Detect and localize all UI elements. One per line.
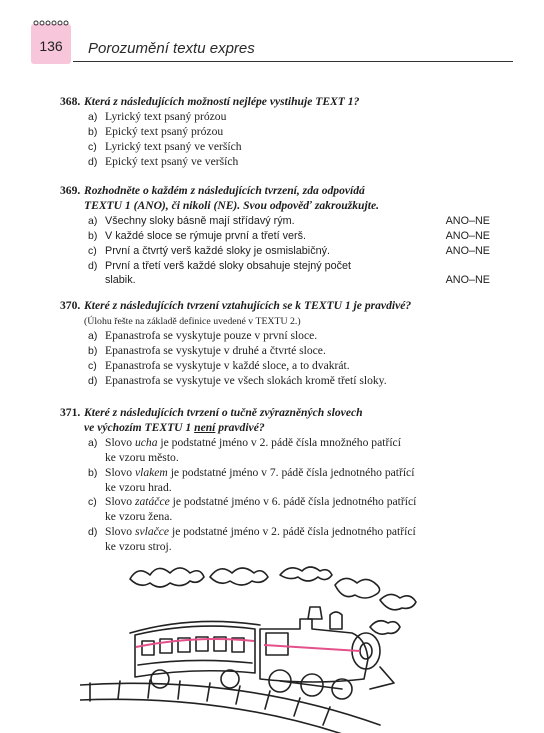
option-a: a) Slovo ucha je podstatné jméno v 2. pádě čísla množného patřící ke vzoru město. xyxy=(88,435,401,464)
question-stem-line-2: TEXTU 1 (ANO), či nikoli (NE). Svou odpověď zakroužkujte. xyxy=(84,198,379,212)
question-number: 370. xyxy=(60,299,81,312)
highlighted-word: svlačce xyxy=(134,525,170,539)
option-c: c) První a čtvrtý verš každé sloky je osmislabičný. ANO–NE xyxy=(88,244,490,257)
question-370 xyxy=(60,299,504,389)
option-a: a) Všechny sloky básně mají střídavý rým. ANO–NE xyxy=(88,214,490,227)
page-number-tab xyxy=(31,24,71,64)
answer-choice[interactable]: ANO–NE xyxy=(445,229,490,242)
answer-choice[interactable]: ANO–NE xyxy=(445,274,490,287)
question-stem-line-1: Rozhodněte o každém z následujících tvrzení, zda odpovídá xyxy=(84,184,365,197)
notebook-rings-icon xyxy=(31,20,71,26)
emphasis-not: není xyxy=(194,420,216,434)
option-d: d) Epický text psaný ve verších xyxy=(88,154,239,168)
answer-choice[interactable]: ANO–NE xyxy=(445,244,490,257)
question-stem-line-1: Které z následujících tvrzení o tučně zvýrazněných slovech xyxy=(84,406,363,419)
option-a: a) Epanastrofa se vyskytuje pouze v první sloce. xyxy=(88,328,318,342)
question-stem: Která z následujících možností nejlépe vystihuje TEXT 1? xyxy=(84,95,360,108)
highlighted-word: vlakem xyxy=(134,465,168,479)
option-c: c) Epanastrofa se vyskytuje v každé sloce, a to dvakrát. xyxy=(88,358,350,372)
question-369 xyxy=(60,184,504,288)
option-b: b) Epanastrofa se vyskytuje v druhé a čtvrté sloce. xyxy=(88,343,326,357)
option-b: b) V každé sloce se rýmuje první a třetí verš. ANO–NE xyxy=(88,229,490,242)
question-number: 368. xyxy=(60,95,81,108)
question-stem-line-2: ve výchozím TEXTU 1 není pravdivé? xyxy=(84,420,265,434)
option-c: c) Slovo zatáčce je podstatné jméno v 6. pádě čísla jednotného patřící ke vzoru žena. xyxy=(88,495,417,524)
option-b: b) Slovo vlakem je podstatné jméno v 7. pádě čísla jednotného patřící ke vzoru hrad. xyxy=(88,465,415,494)
question-number: 369. xyxy=(60,184,81,197)
option-d: d) Slovo svlačce je podstatné jméno v 2. pádě čísla jednotného patřící ke vzoru stroj. xyxy=(88,525,416,554)
question-368 xyxy=(60,95,504,170)
option-a: a) Lyrický text psaný prózou xyxy=(88,109,227,123)
option-d: d) První a třetí verš každé sloky obsahuje stejný počet xyxy=(88,259,352,272)
page-header-title: Porozumění textu expres xyxy=(88,40,255,57)
highlighted-word: ucha xyxy=(134,435,158,449)
answer-choice[interactable]: ANO–NE xyxy=(445,214,490,227)
option-b: b) Epický text psaný prózou xyxy=(88,124,224,138)
question-371 xyxy=(60,406,504,555)
highlighted-word: zatáčce xyxy=(134,495,170,509)
header-divider xyxy=(73,61,513,62)
steam-train-illustration xyxy=(80,555,500,733)
page-number: 136 xyxy=(39,38,63,54)
question-note: (Úlohu řešte na základě definice uvedené v TEXTU 2.) xyxy=(84,315,301,327)
option-d-continuation: slabik. ANO–NE xyxy=(105,274,490,287)
question-number: 371. xyxy=(60,406,81,419)
option-c: c) Lyrický text psaný ve verších xyxy=(88,139,242,153)
question-stem: Které z následujících tvrzení vztahujících se k TEXTU 1 je pravdivé? xyxy=(84,299,412,312)
option-d: d) Epanastrofa se vyskytuje ve všech slokách kromě třetí sloky. xyxy=(88,373,387,387)
